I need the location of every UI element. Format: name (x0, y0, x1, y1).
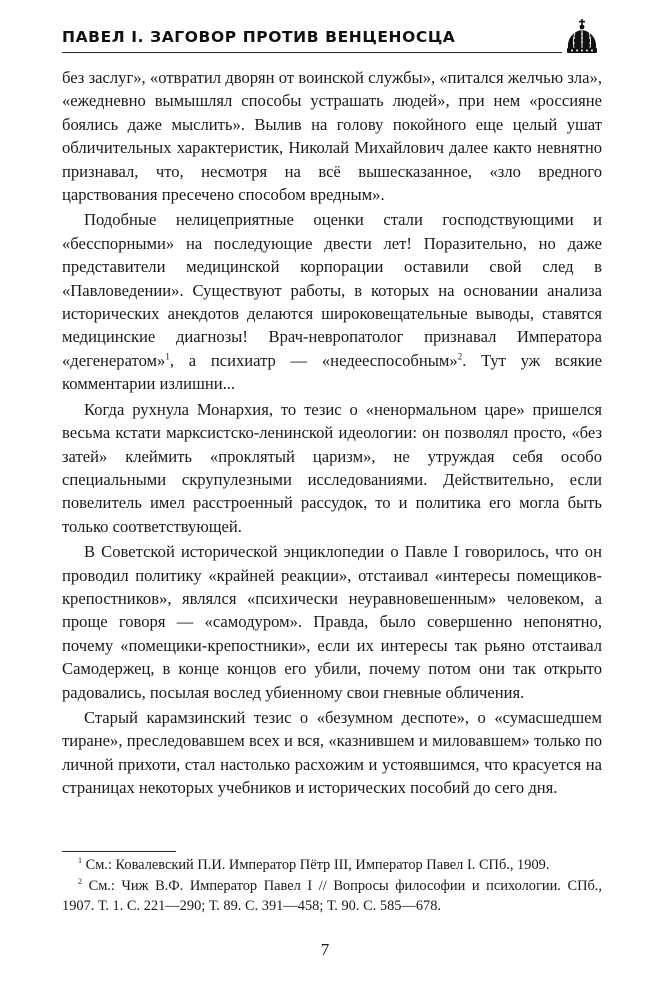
footnote-ref-1: 1 (165, 351, 170, 362)
paragraph-5: Старый карамзинский тезис о «безумном деспоте», о «сумасшедшем тиране», преследовавшем всех и вся, «казнившем и миловавшем» только по личной прихоти, стал настолько расхожим и устоявшимся, что красуется на страницах некоторых учебников и исторических пособий до сего дня. (62, 707, 602, 798)
paragraph-2-part-b: , а психиатр — «недееспособным» (169, 350, 458, 370)
paragraph-2-part-a: Подобные нелицеприятные оценки стали господствующими и «бесспорными» на последующие двести лет! Поразительно, но даже представители медицинской корпорации оставили свой след в «Павловедении». Существуют работы, в которых на основании анализа исторических анекдотов делаются широковещательные выводы, ставятся медицинские диагнозы! Врач-невропатолог признавал Императора «дегенератом» (62, 210, 602, 370)
footnote-2-text: См.: Чиж В.Ф. Император Павел I // Вопросы философии и психологии. СПб., 1907. Т. 1. С. 221—290; Т. 89. С. 391—458; Т. 90. С. 585—678. (62, 877, 602, 915)
footnote-rule (62, 851, 176, 852)
paragraph-4: В Советской исторической энциклопедии о Павле I говорилось, что он проводил политику «крайней реакции», отстаивал «интересы помещиков-крепостников», являлся «психически неуравновешенным» человеком, а проще говоря — «самодуром». Правда, было совершенно непонятно, почему «помещики-крепостники», если их интересы так рьяно отстаивал Самодержец, в конце концов его убили, почему потом они так открыто радовались, посылая вослед убиенному свои гневные обличения. (62, 542, 602, 702)
footnote-1 (62, 855, 602, 876)
crown-icon (562, 18, 602, 58)
footnote-1-number: 1 (78, 856, 82, 866)
main-text (62, 66, 602, 800)
footnote-1-text: См.: Ковалевский П.И. Император Пётр III, Император Павел I. СПб., 1909. (82, 857, 550, 873)
running-header-title: ПАВЕЛ I. ЗАГОВОР ПРОТИВ ВЕНЦЕНОСЦА (62, 28, 456, 46)
paragraph-2-part-c: . Тут уж всякие комментарии излишни... (62, 350, 602, 394)
running-header (62, 18, 602, 58)
paragraph-3: Когда рухнула Монархия, то тезис о «ненормальном царе» пришелся весьма кстати марксистско-ленинской идеологии: он позволял просто, «без затей» клеймить «проклятый царизм», не утруждая себя особо специальными скрупулезными исследованиями. Действительно, если повелитель имел расстроенный рассудок, то и политика его могла быть только соответствующей. (62, 399, 602, 536)
paragraph-1: без заслуг», «отвратил дворян от воинской службы», «питался желчью зла», «ежедневно вымышлял способы устрашать людей», при нем «россияне боялись даже мыслить». Вылив на голову покойного еще целый ушат обличительных характеристик, Николай Михайлович далее както невнятно признавал, что, несмотря на всё вышесказанное, «зло вредного царствования пресечено способом вредным». (62, 68, 602, 205)
header-rule (62, 52, 562, 53)
footnote-2-number: 2 (78, 876, 82, 886)
paragraph-2 (62, 208, 602, 395)
footnote-2 (62, 876, 602, 917)
footnotes (62, 855, 602, 917)
footnote-ref-2: 2 (457, 351, 463, 362)
page-number: 7 (320, 940, 330, 959)
